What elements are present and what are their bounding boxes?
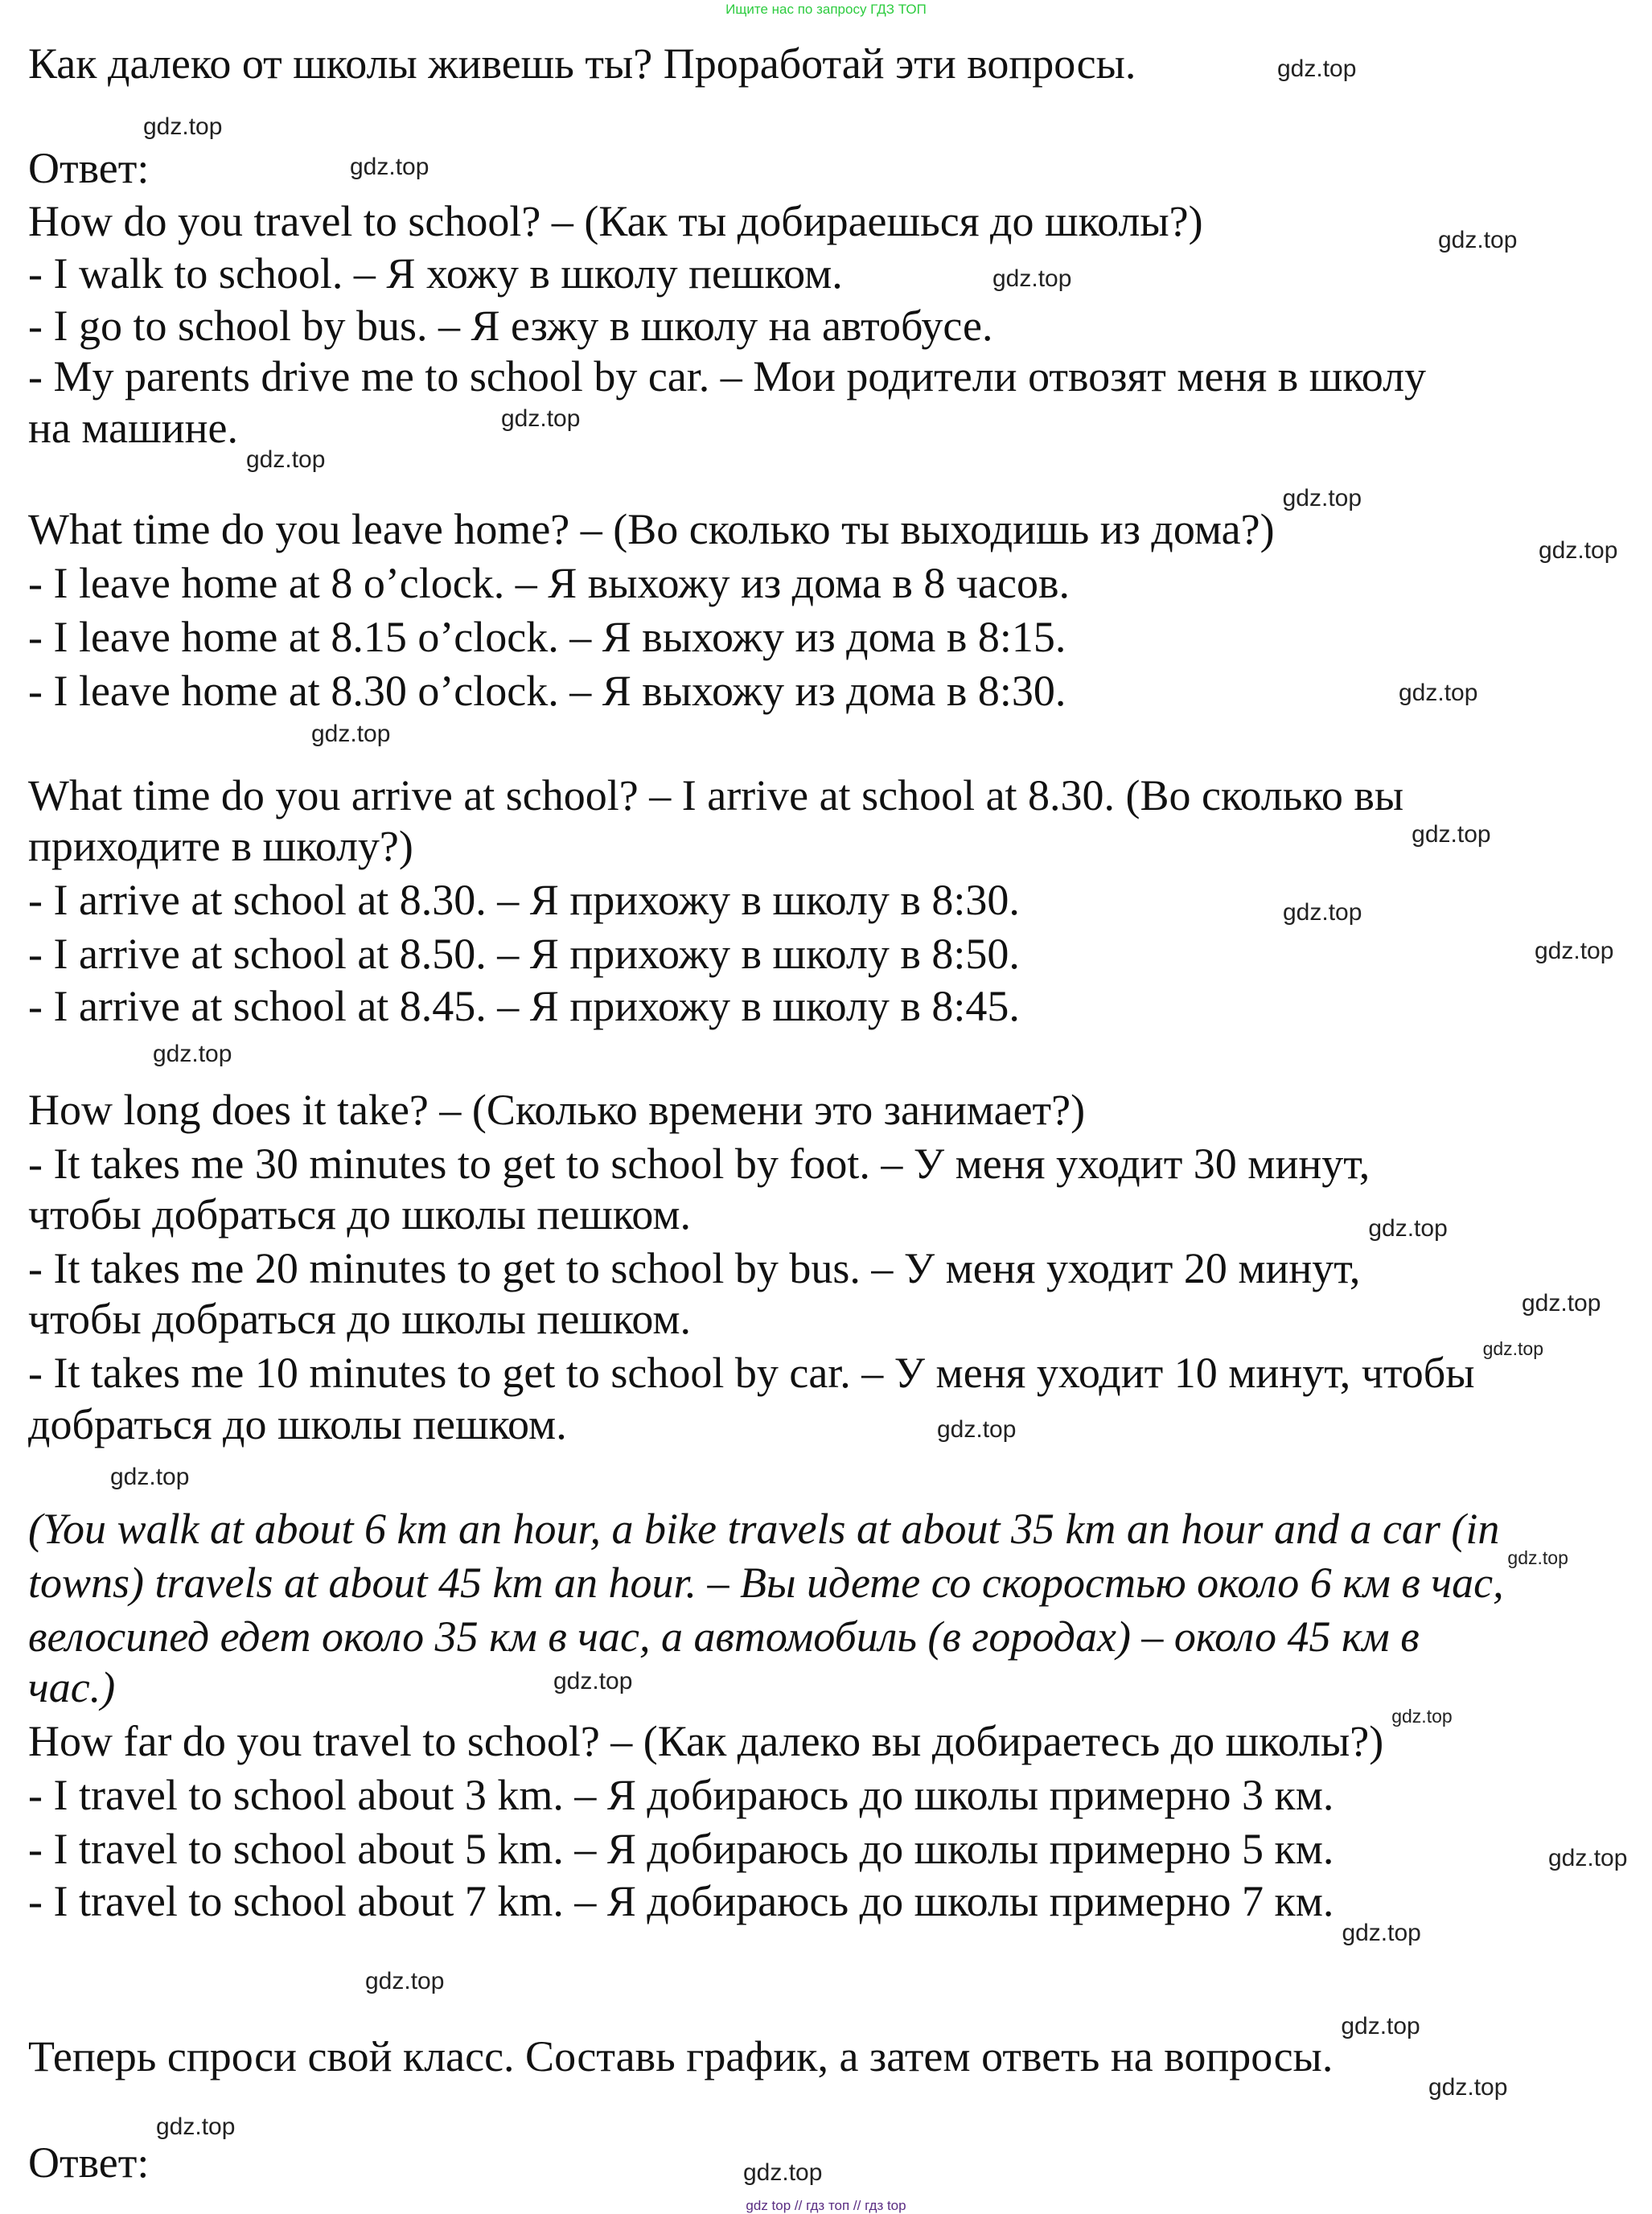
text-line: - I leave home at 8.30 o’clock. – Я выхожу из дома в 8:30. — [28, 667, 1066, 715]
watermark: gdz.top — [311, 721, 391, 747]
text-line: чтобы добраться до школы пешком. — [28, 1295, 692, 1343]
text-line: - I leave home at 8.15 o’clock. – Я выхожу из дома в 8:15. — [28, 613, 1066, 661]
text-line: Как далеко от школы живешь ты? Проработай эти вопросы. — [28, 39, 1136, 88]
watermark: gdz.top — [1342, 1920, 1421, 1946]
text-line: - I travel to school about 3 km. – Я добираюсь до школы примерно 3 км. — [28, 1771, 1334, 1819]
watermark: gdz.top — [992, 265, 1072, 292]
watermark: gdz.top — [1438, 227, 1518, 253]
text-line: - It takes me 20 minutes to get to school by bus. – У меня уходит 20 минут, — [28, 1244, 1361, 1292]
watermark: gdz.top — [1482, 1338, 1544, 1359]
text-line: - I arrive at school at 8.50. – Я прихожу в школу в 8:50. — [28, 930, 1020, 978]
text-line: - I travel to school about 7 km. – Я добираюсь до школы примерно 7 км. — [28, 1877, 1334, 1925]
watermark: gdz.top — [1283, 899, 1362, 926]
text-line: - I go to school by bus. – Я езжу в школу на автобусе. — [28, 302, 993, 350]
text-line: - It takes me 30 minutes to get to school by foot. – У меня уходит 30 минут, — [28, 1140, 1371, 1188]
text-line: - I travel to school about 5 km. – Я добираюсь до школы примерно 5 км. — [28, 1825, 1334, 1873]
text-line: - I arrive at school at 8.30. – Я прихожу в школу в 8:30. — [28, 876, 1020, 924]
text-line: велосипед едет около 35 км в час, а автомобиль (в городах) – около 45 км в — [28, 1612, 1420, 1661]
text-line: - My parents drive me to school by car. – Мои родители отвозят меня в школу — [28, 352, 1427, 400]
watermark: gdz.top — [1282, 485, 1362, 511]
text-line: на машине. — [28, 404, 238, 452]
text-line: Теперь спроси свой класс. Составь график, а затем ответь на вопросы. — [28, 2032, 1334, 2081]
watermark: gdz.top — [1522, 1290, 1601, 1316]
watermark: gdz.top — [501, 405, 581, 432]
watermark: gdz.top — [1539, 537, 1618, 564]
text-line: добраться до школы пешком. — [28, 1400, 567, 1448]
watermark: gdz.top — [743, 2159, 823, 2186]
text-line: How long does it take? – (Сколько времени это занимает?) — [28, 1086, 1086, 1134]
text-line: - I leave home at 8 o’clock. – Я выхожу из дома в 8 часов. — [28, 559, 1070, 607]
watermark: gdz.top — [1399, 680, 1478, 706]
text-line: чтобы добраться до школы пешком. — [28, 1190, 692, 1238]
watermark: gdz.top — [1368, 1215, 1448, 1242]
text-line: - I arrive at school at 8.45. – Я прихожу в школу в 8:45. — [28, 982, 1020, 1030]
watermark: gdz.top — [553, 1668, 633, 1694]
watermark: gdz.top — [1412, 821, 1491, 848]
watermark: gdz.top — [937, 1416, 1017, 1443]
answer-label: Ответ: — [28, 144, 150, 192]
answer-label: Ответ: — [28, 2138, 150, 2187]
watermark: gdz.top — [156, 2113, 236, 2140]
watermark: gdz.top — [1548, 1845, 1628, 1871]
text-line: How do you travel to school? – (Как ты добираешься до школы?) — [28, 197, 1203, 245]
watermark: gdz.top — [143, 113, 223, 140]
watermark: gdz.top — [1428, 2074, 1508, 2101]
watermark: gdz.top — [1341, 2013, 1420, 2039]
text-line: - It takes me 10 minutes to get to school by car. – У меня уходит 10 минут, чтобы — [28, 1349, 1475, 1397]
text-line: час.) — [28, 1663, 116, 1711]
text-line: How far do you travel to school? – (Как далеко вы добираетесь до школы?) — [28, 1717, 1384, 1765]
watermark: gdz.top — [1277, 55, 1357, 82]
watermark: gdz.top — [1507, 1547, 1568, 1568]
text-line: What time do you arrive at school? – I arrive at school at 8.30. (Во сколько вы — [28, 771, 1404, 819]
watermark: gdz.top — [110, 1464, 190, 1490]
text-line: What time do you leave home? – (Во сколько ты выходишь из дома?) — [28, 505, 1275, 553]
text-line: приходите в школу?) — [28, 822, 413, 870]
watermark: gdz.top — [365, 1968, 445, 1994]
footer-note: gdz top // гдз топ // гдз top — [746, 2198, 906, 2213]
watermark: gdz.top — [350, 154, 429, 180]
text-line: (You walk at about 6 km an hour, a bike travels at about 35 km an hour and a car (in — [28, 1505, 1500, 1553]
text-line: - I walk to school. – Я хожу в школу пешком. — [28, 249, 843, 298]
watermark: gdz.top — [1535, 938, 1614, 964]
watermark: gdz.top — [153, 1041, 232, 1067]
watermark: gdz.top — [245, 446, 326, 473]
header-note: Ищите нас по запросу ГДЗ ТОП — [725, 2, 927, 17]
text-line: towns) travels at about 45 km an hour. – Вы идете со скоростью около 6 км в час, — [28, 1559, 1504, 1607]
watermark: gdz.top — [1391, 1706, 1453, 1727]
